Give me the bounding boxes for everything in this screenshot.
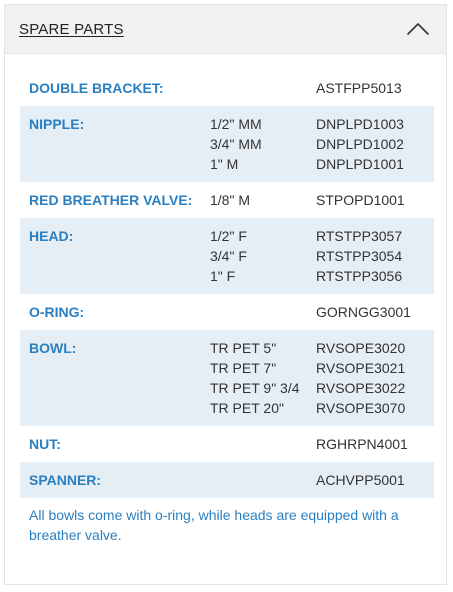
part-row bbox=[20, 330, 434, 426]
part-codes bbox=[316, 302, 434, 322]
spare-parts-title[interactable]: SPARE PARTS bbox=[19, 20, 124, 38]
part-size: 1" M bbox=[210, 156, 239, 172]
part-codes bbox=[316, 78, 434, 98]
bowls-heads-note: All bowls come with o-ring, while heads are equipped with a breather valve. bbox=[29, 507, 399, 543]
part-code: RVSOPE3021 bbox=[316, 360, 406, 376]
part-sizes bbox=[210, 338, 316, 418]
part-label: HEAD: bbox=[29, 228, 74, 244]
part-code: RVSOPE3070 bbox=[316, 400, 406, 416]
part-size: TR PET 7" bbox=[210, 360, 277, 376]
part-size: TR PET 5" bbox=[210, 340, 277, 356]
spare-parts-panel bbox=[4, 4, 447, 585]
part-code: DNPLPD1001 bbox=[316, 156, 404, 172]
part-sizes bbox=[210, 302, 316, 322]
part-row bbox=[20, 462, 434, 498]
chevron-up-icon[interactable] bbox=[406, 22, 430, 36]
part-size: 1/2" F bbox=[210, 228, 247, 244]
part-code: ASTFPP5013 bbox=[316, 80, 402, 96]
part-code: DNPLPD1002 bbox=[316, 136, 404, 152]
part-codes bbox=[316, 434, 434, 454]
part-code: RVSOPE3020 bbox=[316, 340, 406, 356]
part-row bbox=[20, 294, 434, 330]
part-code: RTSTPP3056 bbox=[316, 268, 403, 284]
part-label: RED BREATHER VALVE: bbox=[29, 192, 193, 208]
part-codes bbox=[316, 338, 434, 418]
part-row bbox=[20, 218, 434, 294]
part-codes bbox=[316, 190, 434, 210]
part-size: TR PET 9" 3/4 bbox=[210, 380, 300, 396]
part-size: 3/4" F bbox=[210, 248, 247, 264]
part-label: NIPPLE: bbox=[29, 116, 85, 132]
part-label: DOUBLE BRACKET: bbox=[29, 80, 164, 96]
part-row bbox=[20, 106, 434, 182]
part-codes bbox=[316, 226, 434, 286]
part-code: RGHRPN4001 bbox=[316, 436, 408, 452]
part-row bbox=[20, 70, 434, 106]
part-sizes bbox=[210, 190, 316, 210]
part-code: DNPLPD1003 bbox=[316, 116, 404, 132]
part-code: RVSOPE3022 bbox=[316, 380, 406, 396]
part-label: NUT: bbox=[29, 436, 61, 452]
part-code: STPOPD1001 bbox=[316, 192, 405, 208]
part-size: 1" F bbox=[210, 268, 236, 284]
part-size: 1/8" M bbox=[210, 192, 250, 208]
part-sizes bbox=[210, 78, 316, 98]
part-label: SPANNER: bbox=[29, 472, 102, 488]
part-code: ACHVPP5001 bbox=[316, 472, 405, 488]
spare-parts-accordion-header[interactable] bbox=[5, 5, 446, 54]
part-sizes bbox=[210, 226, 316, 286]
part-sizes bbox=[210, 470, 316, 490]
part-sizes bbox=[210, 434, 316, 454]
spare-parts-table bbox=[20, 70, 434, 498]
part-code: RTSTPP3057 bbox=[316, 228, 403, 244]
part-code: GORNGG3001 bbox=[316, 304, 411, 320]
part-codes bbox=[316, 114, 434, 174]
part-code: RTSTPP3054 bbox=[316, 248, 403, 264]
part-sizes bbox=[210, 114, 316, 174]
part-label: BOWL: bbox=[29, 340, 77, 356]
part-size: 3/4" MM bbox=[210, 136, 262, 152]
part-row bbox=[20, 426, 434, 462]
part-codes bbox=[316, 470, 434, 490]
part-size: 1/2" MM bbox=[210, 116, 262, 132]
part-row bbox=[20, 182, 434, 218]
part-size: TR PET 20" bbox=[210, 400, 284, 416]
part-label: O-RING: bbox=[29, 304, 85, 320]
